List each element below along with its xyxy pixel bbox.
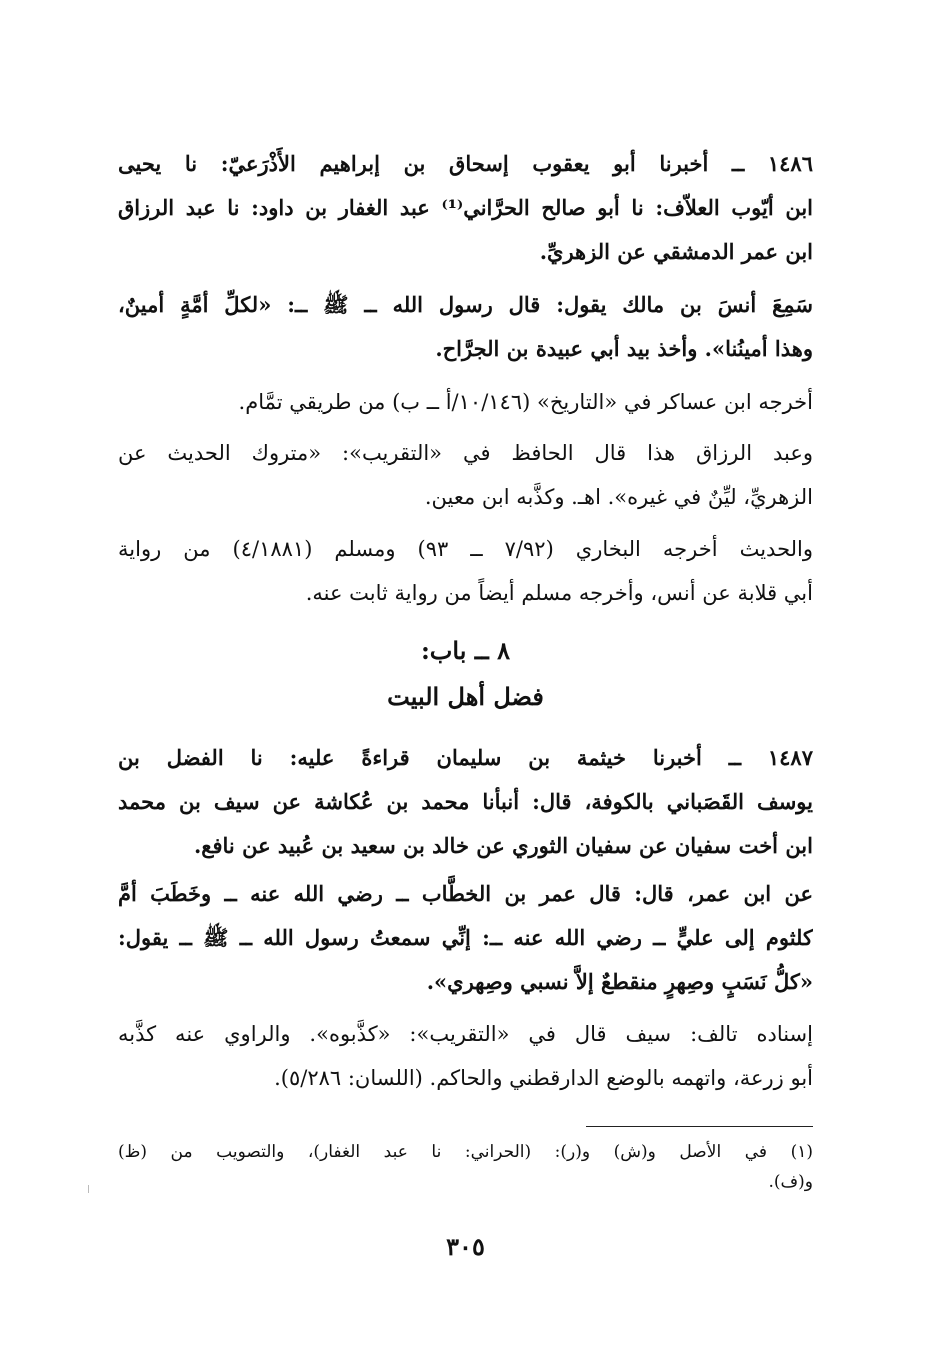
chapter-title: فضل أهل البيت [387,682,544,711]
text-line: عن ابن عمر، قال: قال عمر بن الخطَّاب ــ رضي الله عنه ــ وخَطَبَ أمَّ [118,881,813,906]
text-line: الزهريِّ، ليِّنٌ في غيره». اهـ. وكذَّبه ابن معين. [424,485,813,509]
hadith-1487-matn [118,872,813,1004]
commentary-1487 [118,1012,813,1100]
footnote-line: و(ف). [768,1172,813,1192]
text-line: ١٤٨٧ ــ أخبرنا خيثمة بن سليمان قراءةً عليه: نا الفضل بن [118,745,813,770]
text-line: سَمِعَ أنسَ بن مالك يقول: قال رسول الله ــ ﷺ ــ: «لكلِّ أمَّةٍ أمينٌ، [118,292,813,317]
text-line: ابن عمر الدمشقي عن الزهريِّ. [539,239,813,264]
margin-mark [88,1185,89,1193]
text-line: ١٤٨٦ ــ أخبرنا أبو يعقوب إسحاق بن إبراهيم الأَذْرَعيّ: نا يحيى [118,151,813,176]
footnote-separator [586,1126,813,1127]
page-number: ٣٠٥ [446,1232,485,1261]
text-line: إسناده تالف: سيف قال في «التقريب»: «كذَّبوه». والراوي عنه كذَّبه [118,1022,813,1046]
chapter-number: ٨ ــ باب: [420,636,511,665]
text-line: وعبد الرزاق هذا قال الحافظ في «التقريب»: «متروك الحديث عن [118,441,813,465]
text-line: وهذا أمينُنا». وأخذ بيد أبي عبيدة بن الجرَّاح. [435,336,813,361]
text-line: «كلُّ نَسَبٍ وصِهرٍ منقطعٌ إلاَّ نسبي وصِهري». [426,969,813,994]
commentary-1486-para1 [118,380,813,424]
text-line: ابن أيّوب العلاّف: نا أبو صالح الحرَّاني⁽¹⁾ عبد الغفار بن داود: نا عبد الرزاق [118,195,813,220]
text-line: والحديث أخرجه البخاري (٧/٩٢ ــ ٩٣) ومسلم (٤/١٨٨١) من رواية [118,537,813,561]
hadith-1486-matn [118,283,813,371]
text-line: أبو زرعة، واتهمه بالوضع الدارقطني والحاكم. (اللسان: ٥/٢٨٦). [274,1066,813,1090]
chapter-heading [118,628,813,720]
text-line: يوسف القَصَباني بالكوفة، قال: أنبأنا محمد بن عُكاشة عن سيف بن محمد [118,789,813,814]
commentary-1486-para2 [118,431,813,519]
footnote-line: (١) في الأصل و(ش) و(ر): (الحراني: نا عبد الغفار)، والتصويب من (ظ) [118,1142,813,1162]
text-line: أخرجه ابن عساكر في «التاريخ» (١٠/١٤٦/أ ــ ب) من طريقي تمَّام. [238,390,813,414]
text-line: ابن أخت سفيان عن سفيان الثوري عن خالد بن سعيد بن عُبيد عن نافع. [194,833,813,858]
hadith-1486-isnad [118,142,813,274]
footnote [118,1137,813,1197]
text-line: كلثوم إلى عليٍّ ــ رضي الله عنه ــ: إنِّي سمعتُ رسول الله ــ ﷺ ــ يقول: [118,925,813,950]
commentary-1486-para3 [118,527,813,615]
hadith-1487-isnad [118,736,813,868]
text-line: أبي قلابة عن أنس، وأخرجه مسلم أيضاً من رواية ثابت عنه. [305,581,813,605]
